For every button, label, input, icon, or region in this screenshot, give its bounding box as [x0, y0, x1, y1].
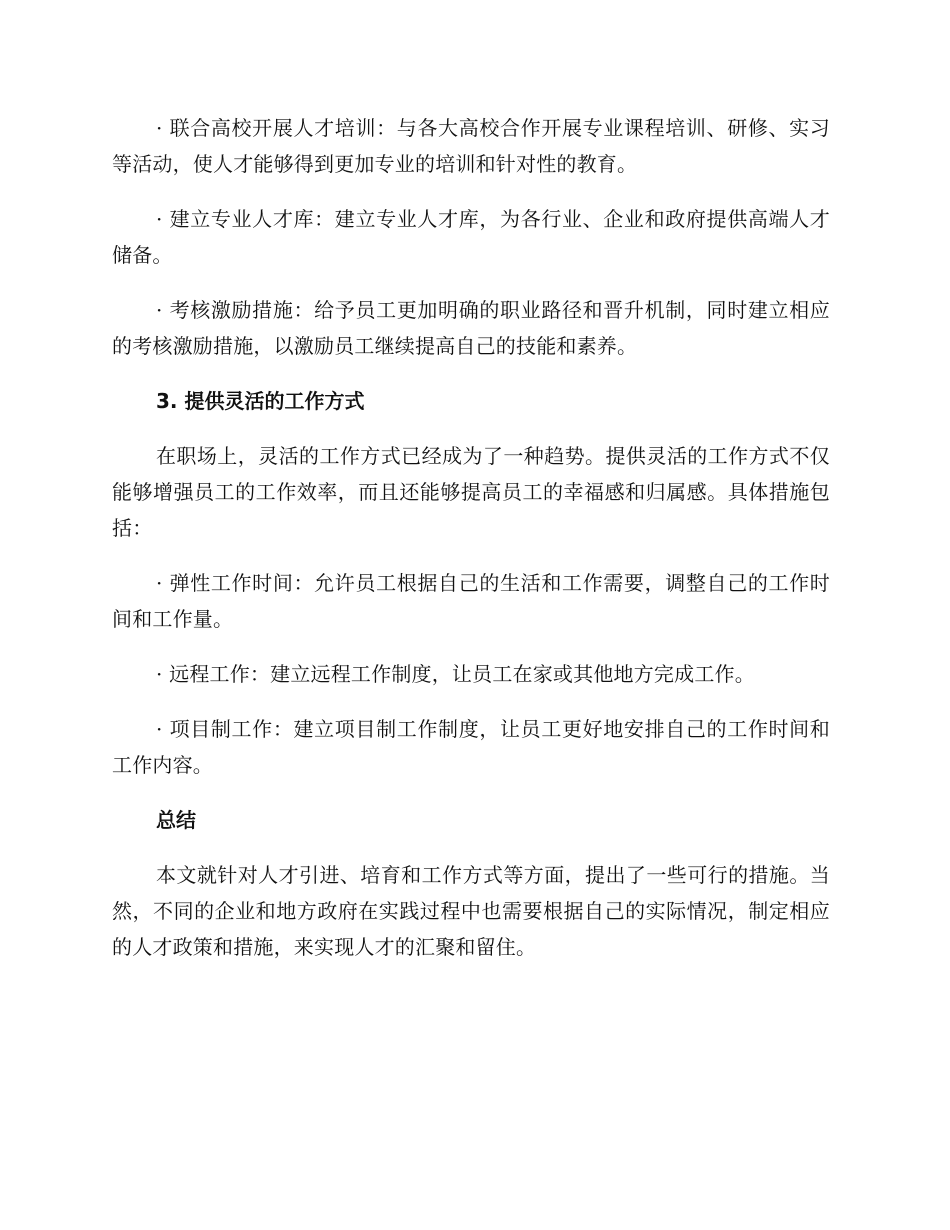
bullet-flexible-hours: · 弹性工作时间：允许员工根据自己的生活和工作需要，调整自己的工作时间和工作量。 [112, 571, 830, 631]
section-heading-summary: 总结 [156, 808, 196, 832]
document-page [112, 110, 830, 984]
bullet-project-based-work: · 项目制工作：建立项目制工作制度，让员工更好地安排自己的工作时间和工作内容。 [112, 717, 830, 777]
section-heading-flexible-work: 3. 提供灵活的工作方式 [156, 389, 365, 413]
bullet-remote-work: · 远程工作：建立远程工作制度，让员工在家或其他地方完成工作。 [156, 662, 755, 686]
bullet-university-training: · 联合高校开展人才培训：与各大高校合作开展专业课程培训、研修、实习等活动，使人才能够得到更加专业的培训和针对性的教育。 [112, 116, 830, 176]
bullet-talent-pool: · 建立专业人才库：建立专业人才库，为各行业、企业和政府提供高端人才储备。 [112, 207, 830, 267]
paragraph-flexible-work-intro: 在职场上，灵活的工作方式已经成为了一种趋势。提供灵活的工作方式不仅能够增强员工的工作效率，而且还能够提高员工的幸福感和归属感。具体措施包括： [112, 444, 830, 540]
paragraph-summary: 本文就针对人才引进、培育和工作方式等方面，提出了一些可行的措施。当然，不同的企业和地方政府在实践过程中也需要根据自己的实际情况，制定相应的人才政策和措施，来实现人才的汇聚和留住。 [112, 863, 830, 959]
bullet-assessment-incentives: · 考核激励措施：给予员工更加明确的职业路径和晋升机制，同时建立相应的考核激励措施，以激励员工继续提高自己的技能和素养。 [112, 298, 830, 358]
